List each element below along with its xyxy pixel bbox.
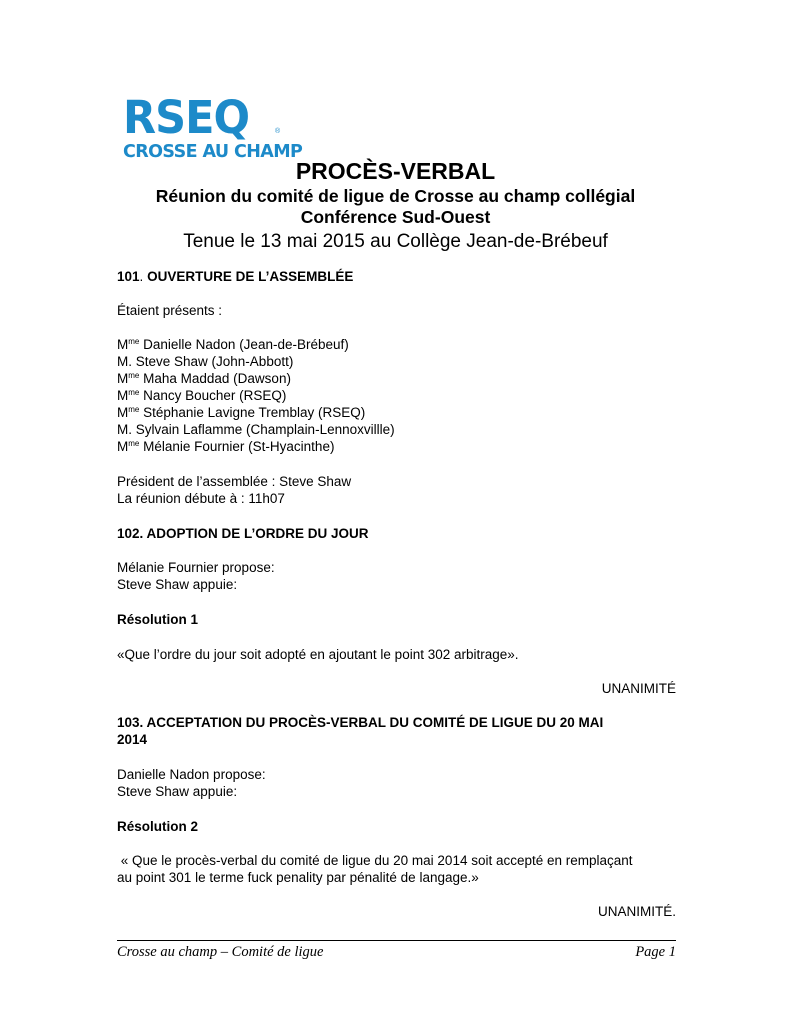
- attendee-item: $M^{me}$ Stéphanie Lavigne Tremblay (RSEQ): [117, 405, 366, 420]
- assembly-president: Président de l’assemblée : Steve Shaw: [117, 474, 352, 489]
- document-subtitle: Réunion du comité de ligue de Crosse au champ collégial: [155, 186, 636, 206]
- attendee-item: $M^{me}$ Maha Maddad (Dawson): [117, 371, 291, 386]
- rseq-logo: [123, 91, 303, 166]
- proposer: Mélanie Fournier propose:: [117, 560, 275, 575]
- seconder: Steve Shaw appuie:: [117, 784, 238, 799]
- section-103-heading-cont: 2014: [117, 732, 148, 747]
- logo-subtitle: CROSSE AU CHAMP: [123, 142, 303, 162]
- attendee-item: $M^{me}$ Mélanie Fournier (St-Hyacinthe): [117, 439, 335, 454]
- conference-name: Conférence Sud-Ouest: [300, 207, 491, 227]
- resolution-text: «Que l’ordre du jour soit adopté en ajoutant le point 302 arbitrage».: [117, 647, 519, 662]
- attendee-item: M. Sylvain Laflamme (Champlain-Lennoxvillle): [117, 422, 395, 437]
- resolution-text: « Que le procès-verbal du comité de ligue du 20 mai 2014 soit accepté en remplaçant: [117, 853, 633, 868]
- section-103-heading: 103. ACCEPTATION DU PROCÈS-VERBAL DU COMITÉ DE LIGUE DU 20 MAI: [117, 715, 604, 730]
- seconder: Steve Shaw appuie:: [117, 577, 238, 592]
- vote-result: UNANIMITÉ: [601, 681, 676, 696]
- meeting-start-time: La réunion débute à : 11h07: [117, 491, 285, 506]
- section-title: OUVERTURE DE L’ASSEMBLÉE: [147, 269, 354, 284]
- footer-title: Crosse au champ – Comité de ligue: [117, 944, 324, 960]
- resolution-heading: Résolution 1: [117, 612, 199, 627]
- vote-result: UNANIMITÉ.: [597, 904, 676, 919]
- page-number: Page 1: [635, 944, 676, 960]
- logo-wordmark: RSEQ: [123, 91, 250, 145]
- attendees-label: Étaient présents :: [117, 303, 223, 318]
- registered-mark: ®: [275, 128, 281, 135]
- attendee-item: $M^{me}$ Nancy Boucher (RSEQ): [117, 388, 287, 403]
- meeting-held-line: Tenue le 13 mai 2015 au Collège Jean-de-Brébeuf: [183, 231, 608, 252]
- section-dot: .: [139, 269, 144, 284]
- document-title: PROCÈS-VERBAL: [295, 158, 496, 184]
- section-101-heading: [117, 268, 353, 285]
- attendee-item: $M^{me}$ Danielle Nadon (Jean-de-Brébeuf): [117, 337, 349, 352]
- section-number: 101: [117, 269, 140, 284]
- attendee-item: M. Steve Shaw (John-Abbott): [117, 354, 294, 369]
- section-102-heading: 102. ADOPTION DE L’ORDRE DU JOUR: [117, 526, 369, 541]
- footer-rule: [117, 940, 676, 941]
- resolution-heading: Résolution 2: [117, 819, 199, 834]
- proposer: Danielle Nadon propose:: [117, 767, 266, 782]
- resolution-text-cont: au point 301 le terme fuck penality par pénalité de langage.»: [117, 870, 479, 885]
